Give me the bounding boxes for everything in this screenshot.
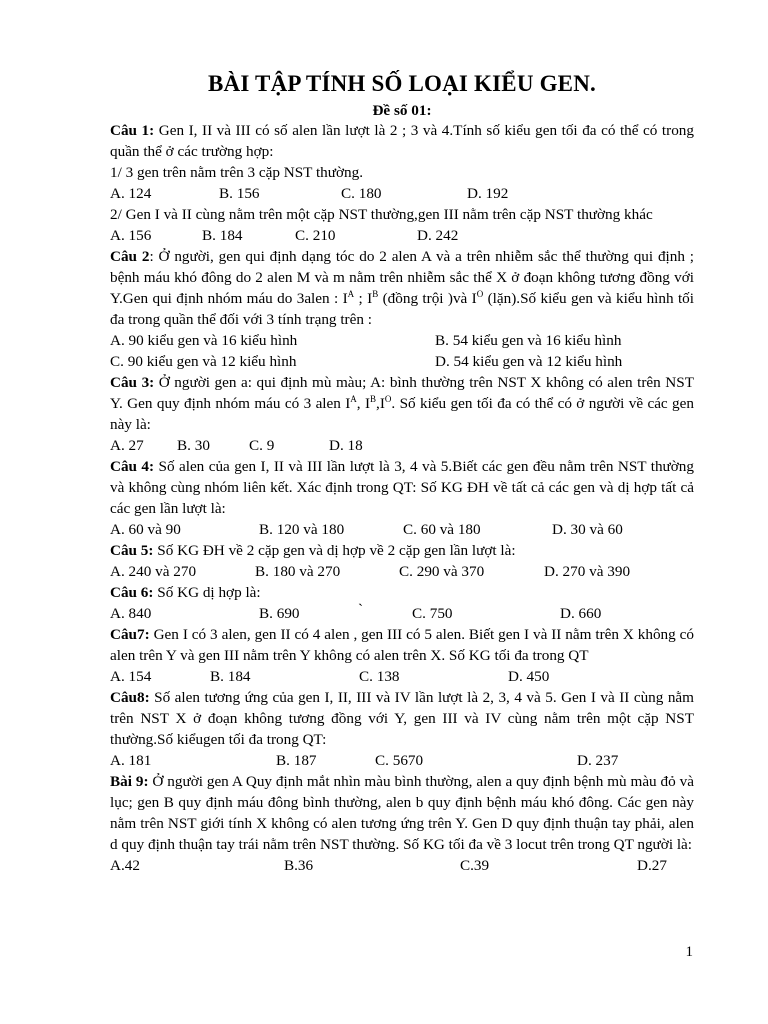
page-title: BÀI TẬP TÍNH SỐ LOẠI KIỂU GEN. bbox=[208, 71, 596, 96]
option-b: B. 180 và 270 bbox=[255, 563, 341, 580]
question-9 bbox=[110, 771, 694, 855]
answer-options bbox=[110, 351, 694, 372]
answer-options bbox=[110, 666, 694, 687]
option-c: C. 180 bbox=[341, 185, 382, 202]
question-1-part-2: 2/ Gen I và II cùng nằm trên một cặp NST thường,gen III nằm trên cặp NST thường khác bbox=[110, 206, 653, 223]
option-c: C. 60 và 180 bbox=[403, 521, 481, 538]
option-b: B. 184 bbox=[210, 668, 251, 685]
answer-options bbox=[110, 561, 694, 582]
option-c: C. 9 bbox=[249, 437, 275, 454]
option-b: B. 156 bbox=[219, 185, 260, 202]
question-label: Câu 5: bbox=[110, 542, 154, 559]
option-d: D. 237 bbox=[577, 752, 619, 769]
option-b: B. 54 kiểu gen và 16 kiểu hình bbox=[435, 332, 622, 349]
option-d: D. 242 bbox=[417, 227, 459, 244]
question-2: Câu 2: Ở người, gen qui định dạng tóc do 2 alen A và a trên nhiễm sắc thể thường qui định ; bệnh máu khó đông do 2 alen M và m nằm trên nhiễm sắc thể X ở đoạn không tương đồng với Y.Gen qui định nhóm máu do 3alen : $I^A$ ; $I^B$ (đồng trội )và $I^O$ (lặn).Số kiểu gen và kiểu hình tối đa trong quần thể đối với 3 tính trạng trên : bbox=[110, 248, 695, 328]
question-text: Số alen của gen I, II và III lần lượt là 3, 4 và 5.Biết các gen đều nằm trên NST thường và không cùng nhóm liên kết. Xác định trong QT: Số KG ĐH về tất cả các gen và dị hợp tất cả các gen lần lượt là: bbox=[110, 458, 694, 517]
option-b: B. 30 bbox=[177, 437, 210, 454]
question-8 bbox=[110, 687, 694, 750]
option-b: B. 120 và 180 bbox=[259, 521, 345, 538]
question-label: Câu8: bbox=[110, 689, 150, 706]
answer-options bbox=[110, 855, 694, 876]
question-6 bbox=[110, 582, 694, 603]
option-a: A. 27 bbox=[110, 437, 144, 454]
option-c: C. 210 bbox=[295, 227, 336, 244]
answer-options bbox=[110, 330, 694, 351]
option-a: A. 154 bbox=[110, 668, 152, 685]
question-text: Gen I có 3 alen, gen II có 4 alen , gen III có 5 alen. Biết gen I và II nằm trên X không có alen trên Y và gen III nằm trên Y không có alen trên X. Số KG tối đa trong QT bbox=[110, 626, 694, 664]
stray-mark: ` bbox=[358, 601, 364, 618]
option-b: B. 187 bbox=[276, 752, 317, 769]
option-c: C.39 bbox=[460, 857, 490, 874]
option-c: C. 750 bbox=[412, 605, 453, 622]
document-page bbox=[110, 70, 694, 876]
question-5 bbox=[110, 540, 694, 561]
question-1-part-1: 1/ 3 gen trên nằm trên 3 cặp NST thường. bbox=[110, 164, 364, 181]
option-b: B.36 bbox=[284, 857, 314, 874]
option-a: A. 124 bbox=[110, 185, 152, 202]
question-text: Số KG ĐH về 2 cặp gen và dị hợp về 2 cặp gen lần lượt là: bbox=[153, 542, 516, 559]
option-a: A. 156 bbox=[110, 227, 152, 244]
question-label: Câu 3: bbox=[110, 374, 155, 391]
question-label: Câu7: bbox=[110, 626, 150, 643]
question-label: Câu 1: bbox=[110, 122, 155, 139]
question-label: Câu 4: bbox=[110, 458, 155, 475]
option-b: B. 690 bbox=[259, 605, 300, 622]
option-a: A.42 bbox=[110, 857, 140, 874]
question-label: Bài 9: bbox=[110, 773, 149, 790]
question-label: Câu 2 bbox=[110, 248, 150, 265]
question-1 bbox=[110, 120, 694, 162]
option-d: D. 192 bbox=[467, 185, 509, 202]
option-c: C. 90 kiểu gen và 12 kiểu hình bbox=[110, 353, 297, 370]
exam-number: Đề số 01: bbox=[372, 102, 432, 119]
question-label: Câu 6: bbox=[110, 584, 154, 601]
option-c: C. 290 và 370 bbox=[399, 563, 485, 580]
option-d: D. 660 bbox=[560, 605, 602, 622]
answer-options bbox=[110, 750, 694, 771]
option-d: D. 54 kiểu gen và 12 kiểu hình bbox=[435, 353, 623, 370]
question-text: Số alen tương ứng của gen I, II, III và IV lần lượt là 2, 3, 4 và 5. Gen I và II cùng nằm trên NST X ở đoạn không tương đồng với Y, gen III và IV cùng nằm trên một cặp NST thường.Số kiểugen tối đa trong QT: bbox=[110, 689, 694, 748]
option-a: A. 60 và 90 bbox=[110, 521, 181, 538]
answer-options bbox=[110, 225, 694, 246]
option-a: A. 90 kiểu gen và 16 kiểu hình bbox=[110, 332, 298, 349]
option-c: C. 138 bbox=[359, 668, 400, 685]
option-d: D. 30 và 60 bbox=[552, 521, 623, 538]
option-a: A. 840 bbox=[110, 605, 152, 622]
option-d: D.27 bbox=[637, 857, 667, 874]
option-b: B. 184 bbox=[202, 227, 243, 244]
option-a: A. 240 và 270 bbox=[110, 563, 197, 580]
option-d: D. 18 bbox=[329, 437, 363, 454]
page-number: 1 bbox=[685, 944, 693, 960]
question-7 bbox=[110, 624, 694, 666]
answer-options bbox=[110, 435, 694, 456]
option-a: A. 181 bbox=[110, 752, 152, 769]
option-d: D. 270 và 390 bbox=[544, 563, 631, 580]
answer-options bbox=[110, 183, 694, 204]
option-d: D. 450 bbox=[508, 668, 550, 685]
question-text: Số KG dị hợp là: bbox=[153, 584, 261, 601]
answer-options bbox=[110, 603, 694, 624]
question-4 bbox=[110, 456, 694, 519]
question-text: Gen I, II và III có số alen lần lượt là 2 ; 3 và 4.Tính số kiểu gen tối đa có thể có trong quần thể ở các trường hợp: bbox=[110, 122, 694, 160]
option-c: C. 5670 bbox=[375, 752, 424, 769]
answer-options bbox=[110, 519, 694, 540]
question-3: Câu 3: Ở người gen a: qui định mù màu; A: bình thường trên NST X không có alen trên NST Y. Gen quy định nhóm máu có 3 alen $I^A$, $I^B,I^O$. Số kiểu gen tối đa có thể có ở người về các gen này là: bbox=[110, 374, 694, 433]
question-text: Ở người gen A Quy định mắt nhìn màu bình thường, alen a quy định bệnh mù màu đỏ và lục; gen B quy định máu đông bình thường, alen b quy định bệnh máu khó đông. Các gen này nằm trên NST giới tính X không có alen tương ứng trên Y. Gen D quy định thuận tay phải, alen d quy định thuận tay trái nằm trên NST thường. Số KG tối đa về 3 locut trên trong QT người là: bbox=[110, 773, 694, 853]
